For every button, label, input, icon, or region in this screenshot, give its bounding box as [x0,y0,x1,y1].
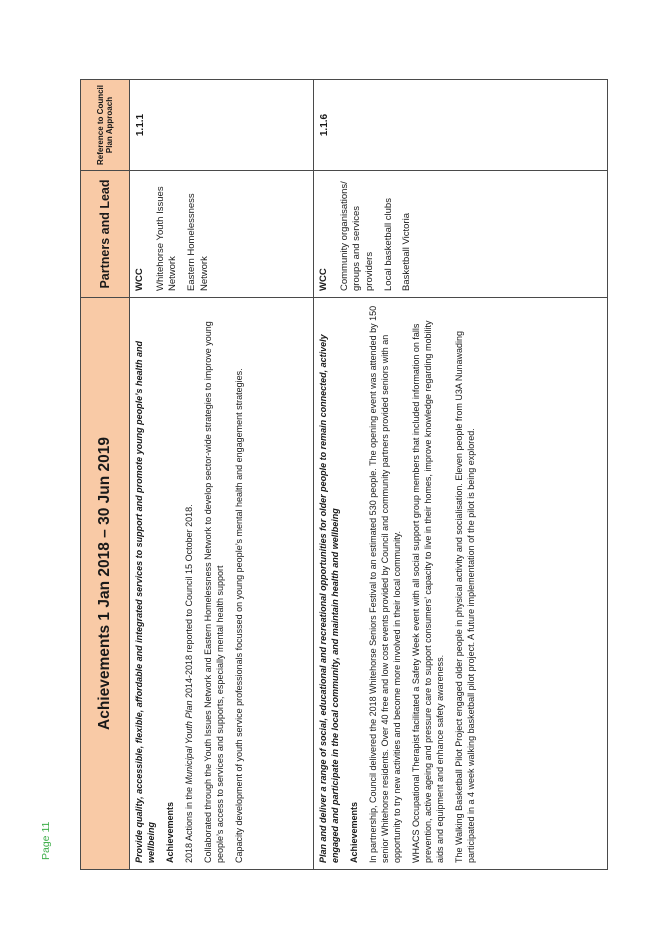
achievement-paragraph: Collaborated through the Youth Issues Network and Eastern Homelessness Network to develop sector-wide strategies to improve young people’s access to services and supports, especially mental health support [202,321,225,863]
header-partners: Partners and Lead [81,171,130,298]
partner-lead: WCC [134,268,145,291]
achievement-paragraph: Capacity development of youth service professionals focussed on young people’s mental health and engagement strategies. [233,368,244,863]
page-number: Page 11 [40,821,52,860]
reference-cell: 1.1.6 [314,80,608,171]
rotated-table-container [80,80,608,870]
header-reference: Reference to Council Plan Approach [81,80,130,171]
partner-lead: WCC [318,268,329,291]
goal-text: Plan and deliver a range of social, educational and recreational opportunities for older people to remain connected, actively engaged and participate in the local community, and maintain health and wellbeing [318,334,340,863]
achievements-table [80,79,608,870]
table-header-row [81,80,130,870]
achievements-cell [314,298,608,870]
partner-item: Local basketball clubs [382,198,394,291]
table-row [130,80,314,870]
header-achievements: Achievements 1 Jan 2018 – 30 Jun 2019 [81,298,130,870]
partners-cell [314,171,608,298]
partner-item: Eastern Homelessness Network [185,193,210,291]
goal-text: Provide quality, accessible, flexible, affordable and integrated services to support and promote young people’s health and wellbeing [134,341,156,863]
plan-title: Municipal Youth Plan [183,700,194,785]
partners-cell [130,171,314,298]
achievements-cell [130,298,314,870]
reference-cell: 1.1.1 [130,80,314,171]
partner-item: Community organisations/ groups and services providers [338,181,375,291]
achievement-paragraph: WHACS Occupational Therapist facilitated a Safety Week event with all social support group members that included information on falls prevention, active ageing and pressure care to support consumers’ capacity to live in their homes, improve knowledge regarding mobility aids and equipment and enhance safety awareness. [410,320,445,863]
achievement-paragraph: In partnership, Council delivered the 2018 Whitehorse Seniors Festival to an estimated 530 people. The opening event was attended by 150 senior Whitehorse residents. Over 40 free and low cost events provided by Council and community partners provided seniors with an opportunity to try new activities and become more involved in their local community. [367,305,402,863]
achievement-paragraph: 2018 Actions in the Municipal Youth Plan 2014-2018 reported to Council 15 October 2018. [183,504,194,863]
achievement-paragraph: The Walking Basketball Pilot Project engaged older people in physical activity and socialisation. Eleven people from U3A Nunawading participated in a 4 week walking basketball pilot project. A future implementation of the pilot is being explored. [453,331,476,863]
partner-item: Basketball Victoria [401,213,413,291]
table-row [314,80,608,870]
achievements-subheading: Achievements [164,801,175,863]
partner-item: Whitehorse Youth Issues Network [154,186,179,291]
achievements-subheading: Achievements [348,801,359,863]
